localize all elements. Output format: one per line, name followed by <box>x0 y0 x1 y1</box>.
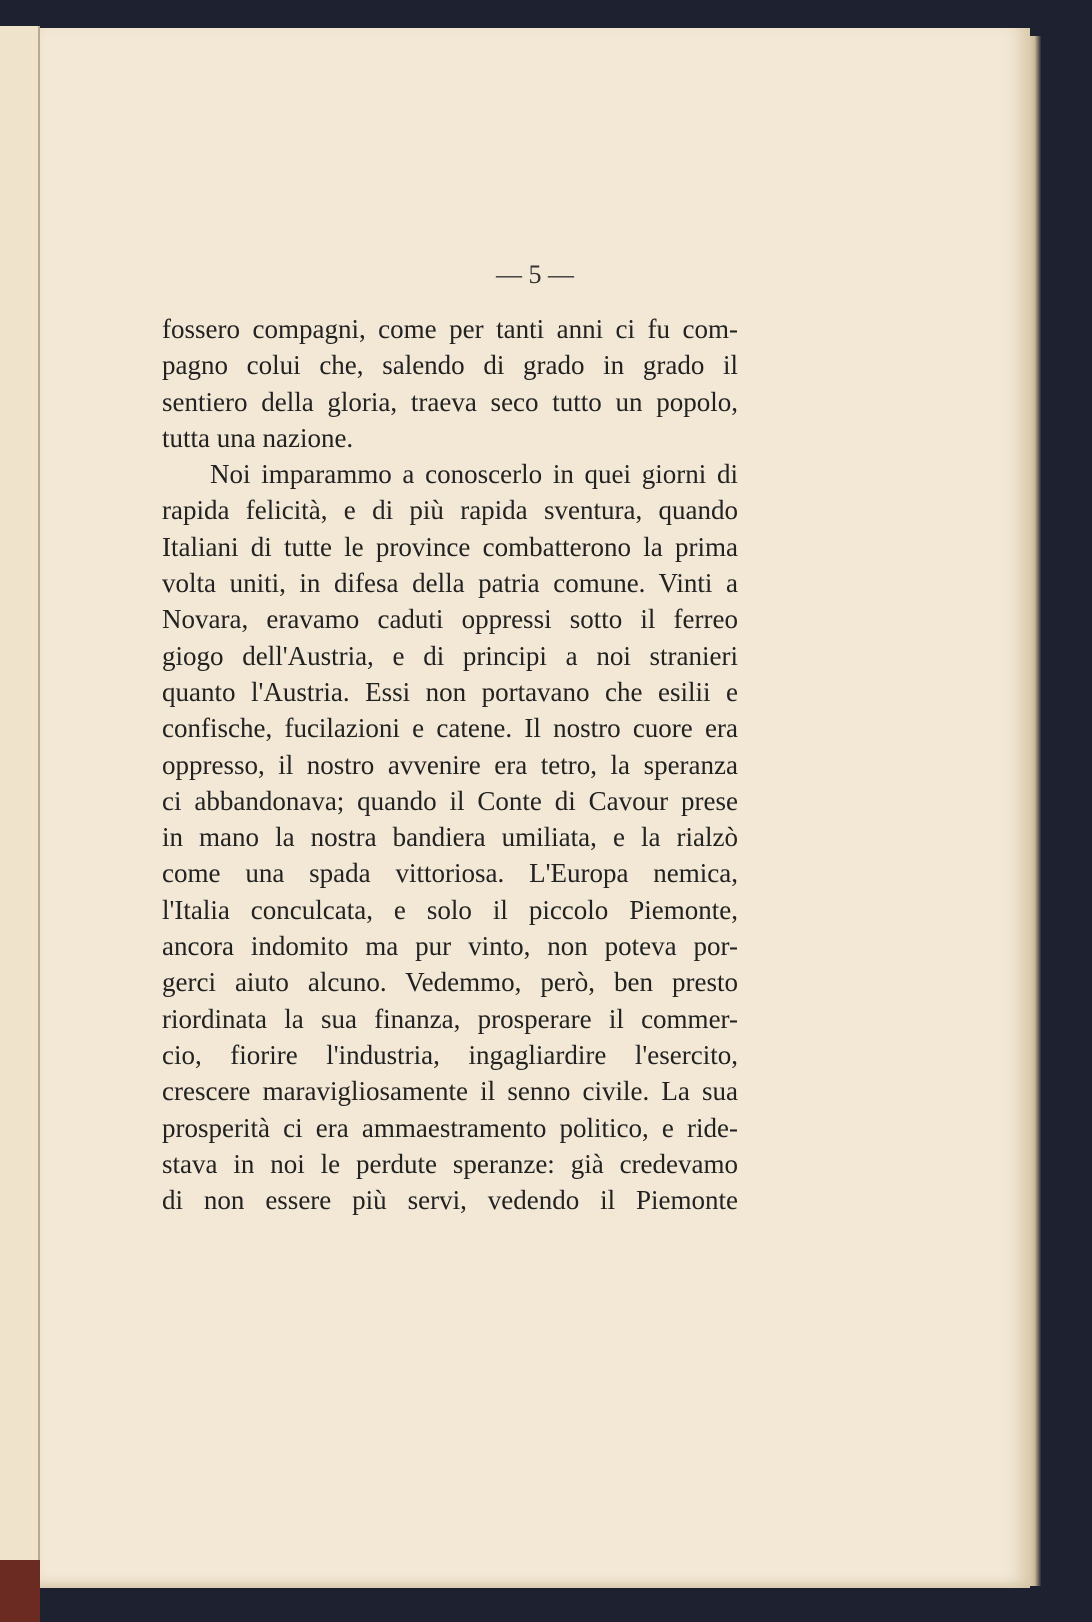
text-line: come una spada vittoriosa. L'Europa nemica, <box>162 858 738 889</box>
text-line: fossero compagni, come per tanti anni ci fu com- <box>162 314 738 344</box>
text-line: in mano la nostra bandiera umiliata, e la rialzò <box>162 822 738 853</box>
text-line: volta uniti, in difesa della patria comune. Vinti a <box>162 568 738 599</box>
text-line: stava in noi le perdute speranze: già credevamo <box>162 1148 738 1179</box>
text-line: l'Italia conculcata, e solo il piccolo Piemonte, <box>162 894 738 925</box>
text-line: quanto l'Austria. Essi non portavano che esilii e <box>162 676 738 707</box>
page-number: — 5 — <box>496 260 574 289</box>
text-line: gerci aiuto alcuno. Vedemmo, però, ben presto <box>162 967 738 998</box>
text-line: tutta una nazione. <box>162 422 354 453</box>
text-line: Novara, eravamo caduti oppressi sotto il ferreo <box>162 604 738 635</box>
text-line: ci abbandonava; quando il Conte di Cavour prese <box>162 785 738 816</box>
text-line: pagno colui che, salendo di grado in grado il <box>162 350 738 381</box>
text-line: crescere maravigliosamente il senno civile. La sua <box>162 1076 738 1107</box>
text-line: ancora indomito ma pur vinto, non poteva por- <box>162 931 738 962</box>
text-line: oppresso, il nostro avvenire era tetro, la speranza <box>162 749 738 780</box>
text-line: sentiero della gloria, traeva seco tutto un popolo, <box>162 386 738 417</box>
text-line: giogo dell'Austria, e di principi a noi stranieri <box>162 640 738 671</box>
text-line: prosperità ci era ammaestramento politico, e ride- <box>162 1112 738 1143</box>
text-line: Italiani di tutte le province combatterono la prima <box>162 531 738 562</box>
book-cover-edge <box>0 1560 40 1622</box>
text-line: confische, fucilazioni e catene. Il nostro cuore era <box>162 713 738 744</box>
book-page <box>40 28 1030 1588</box>
body-text <box>162 311 738 1218</box>
facing-page-edge <box>0 26 40 1586</box>
text-line: Noi imparammo a conoscerlo in quei giorni di <box>210 459 738 490</box>
text-line: di non essere più servi, vedendo il Piemonte <box>162 1185 738 1216</box>
text-line: cio, fiorire l'industria, ingagliardire l'esercito, <box>162 1039 738 1070</box>
text-line: rapida felicità, e di più rapida sventura, quando <box>162 495 738 526</box>
text-line: riordinata la sua finanza, prosperare il commer- <box>162 1003 738 1034</box>
